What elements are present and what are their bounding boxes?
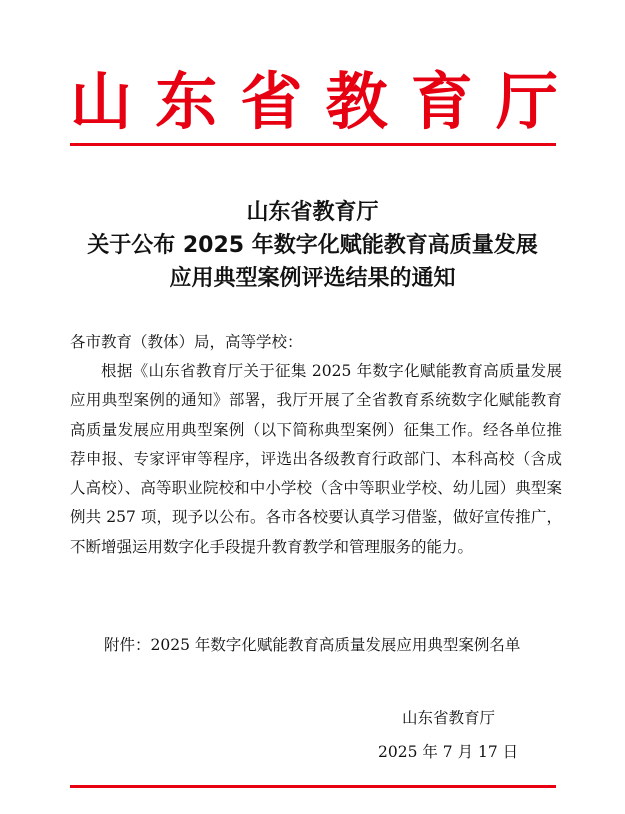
footer-divider — [70, 785, 556, 788]
title-line-3: 应用典型案例评选结果的通知 — [169, 266, 456, 291]
title-line-2: 关于公布 2025 年数字化赋能教育高质量发展 — [87, 233, 538, 258]
title-line-1: 山东省教育厅 — [246, 200, 379, 225]
masthead-char: 省 — [240, 65, 303, 138]
masthead-char: 东 — [155, 65, 218, 138]
salutation: 各市教育（教体）局，高等学校： — [70, 333, 303, 351]
masthead-char: 教 — [325, 65, 388, 138]
masthead-char: 厅 — [495, 65, 558, 138]
masthead-title — [70, 66, 558, 138]
attachment-note: 附件：2025 年数字化赋能教育高质量发展应用典型案例名单 — [104, 636, 521, 654]
masthead-char: 育 — [410, 65, 473, 138]
masthead-char: 山 — [70, 65, 133, 138]
issue-date: 2025 年 7 月 17 日 — [378, 743, 519, 761]
body-paragraph: 根据《山东省教育厅关于征集 2025 年数字化赋能教育高质量发展应用典型案例的通知》部署，我厅开展了全省教育系统数字化赋能教育高质量发展应用典型案例（以下简称典型案例）征集工作。经各单位推荐申报、专家评审等程序，评选出各级教育行政部门、本科高校（含成人高校）、高等职业院校和中小学校（含中等职业学校、幼儿园）典型案例共 257 项，现予以公布。各市各校要认真学习借鉴，做好宣传推广，不断增强运用数字化手段提升教育教学和管理服务的能力。 — [70, 362, 562, 556]
issuer-signature: 山东省教育厅 — [402, 709, 496, 727]
document-title — [30, 196, 595, 295]
masthead-divider — [70, 143, 556, 146]
